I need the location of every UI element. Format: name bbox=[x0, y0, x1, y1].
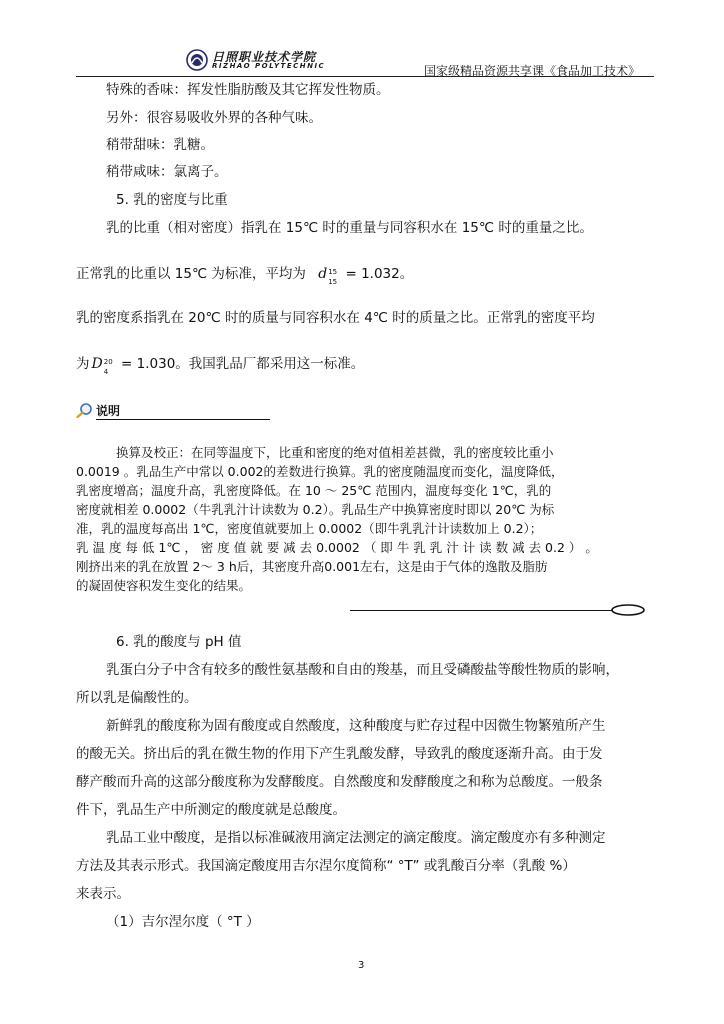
density-sub: 4 bbox=[103, 368, 109, 376]
paragraph-density: 乳的密度系指乳在 20℃ 时的质量与同容积水在 4℃ 时的质量之比。正常乳的密度平均 bbox=[76, 310, 595, 326]
s6-line-7: 乳品工业中酸度，是指以标准碱液用滴定法测定的滴定酸度。滴定酸度亦有多种测定 bbox=[106, 830, 606, 846]
note-line-6: 乳 温 度 每 低 1℃ ， 密 度 值 就 要 减 去 0.0002 （ 即 牛 乳 乳 汁 计 读 数 减 去 0.2 ） 。 bbox=[76, 540, 598, 555]
s6-line-1: 乳蛋白分子中含有较多的酸性氨基酸和自由的羧基，而且受磷酸盐等酸性物质的影响， bbox=[106, 662, 619, 678]
gravity-sub: 15 bbox=[328, 278, 338, 286]
paragraph-density-standard bbox=[76, 354, 364, 374]
section-6-heading: 6. 乳的酸度与 pH 值 bbox=[116, 634, 242, 650]
section-5-heading: 5. 乳的密度与比重 bbox=[116, 192, 228, 208]
note-line-3: 乳密度增高；温度升高，乳密度降低。在 10 ～ 25℃ 范围内，温度每变化 1℃，乳的 bbox=[76, 483, 552, 498]
page-number: 3 bbox=[358, 960, 365, 971]
density-indices bbox=[103, 354, 117, 374]
magnifier-icon bbox=[76, 402, 94, 418]
s6-line-10: （1）吉尔涅尔度（ °T ） bbox=[106, 914, 260, 930]
school-logo-icon bbox=[186, 49, 208, 71]
paragraph-odor: 另外：很容易吸收外界的各种气味。 bbox=[106, 110, 322, 126]
paragraph-aroma: 特殊的香味：挥发性脂肪酸及其它挥发性物质。 bbox=[106, 82, 390, 98]
gravity-indices bbox=[327, 264, 341, 284]
course-title: 国家级精品资源共享课《食品加工技术》 bbox=[424, 64, 641, 78]
density-text: 为 bbox=[76, 356, 90, 372]
note-line-4: 密度就相差 0.0002（牛乳乳汁计读数为 0.2）。乳品生产中换算密度时即以 20℃ 为标 bbox=[76, 502, 555, 517]
note-line-1: 换算及校正：在同等温度下，比重和密度的绝对值相差甚微，乳的密度较比重小 bbox=[116, 445, 554, 460]
school-name-cn: 日照职业技术学院 bbox=[212, 50, 317, 64]
density-sup: 20 bbox=[103, 358, 113, 366]
s6-line-4: 的酸无关。挤出后的乳在微生物的作用下产生乳酸发酵，导致乳的酸度逐渐升高。由于发 bbox=[76, 746, 603, 762]
header-divider bbox=[76, 76, 654, 77]
gravity-value: = 1.032。 bbox=[345, 266, 414, 282]
note-line-7: 刚挤出来的乳在放置 2～ 3 h后，其密度升高0.001左右，这是由于气体的逸散及脂肪 bbox=[76, 559, 548, 574]
paragraph-specific-gravity: 乳的比重（相对密度）指乳在 15℃ 时的重量与同容积水在 15℃ 时的重量之比。 bbox=[106, 220, 593, 236]
s6-line-5: 酵产酸而升高的这部分酸度称为发酵酸度。自然酸度和发酵酸度之和称为总酸度。一般条 bbox=[76, 774, 603, 790]
note-line-8: 的凝固使容积发生变化的结果。 bbox=[76, 578, 252, 593]
paragraph-gravity-standard bbox=[76, 264, 413, 284]
note-label: 说明 bbox=[96, 404, 121, 418]
note-top-line bbox=[96, 419, 270, 420]
density-value: = 1.030。我国乳品厂都采用这一标准。 bbox=[121, 356, 365, 372]
density-symbol: D bbox=[91, 356, 103, 372]
gravity-text: 正常乳的比重以 15℃ 为标准，平均为 bbox=[76, 266, 306, 282]
paragraph-salty: 稍带咸味：氯离子。 bbox=[106, 164, 228, 180]
note-line-2: 0.0019 。乳品生产中常以 0.002的差数进行换算。乳的密度随温度而变化，温度降低， bbox=[76, 464, 564, 479]
s6-line-9: 来表示。 bbox=[76, 886, 130, 902]
note-line-5: 准，乳的温度每高出 1℃，密度值就要加上 0.0002（即牛乳乳汁计读数加上 0.2）； bbox=[76, 521, 543, 536]
note-bottom-line bbox=[350, 610, 612, 611]
gravity-sup: 15 bbox=[328, 268, 338, 276]
school-name-en: RIZHAO POLYTECHNIC bbox=[212, 62, 326, 70]
s6-line-3: 新鲜乳的酸度称为固有酸度或自然酸度，这种酸度与贮存过程中因微生物繁殖所产生 bbox=[106, 718, 606, 734]
paragraph-sweet: 稍带甜味：乳糖。 bbox=[106, 137, 214, 153]
s6-line-6: 件下，乳品生产中所测定的酸度就是总酸度。 bbox=[76, 802, 346, 818]
note-end-oval-icon bbox=[610, 603, 646, 617]
gravity-symbol: d bbox=[318, 266, 328, 282]
s6-line-8: 方法及其表示形式。我国滴定酸度用吉尔涅尔度简称“ °T” 或乳酸百分率（乳酸 %） bbox=[76, 858, 576, 874]
s6-line-2: 所以乳是偏酸性的。 bbox=[76, 690, 198, 706]
